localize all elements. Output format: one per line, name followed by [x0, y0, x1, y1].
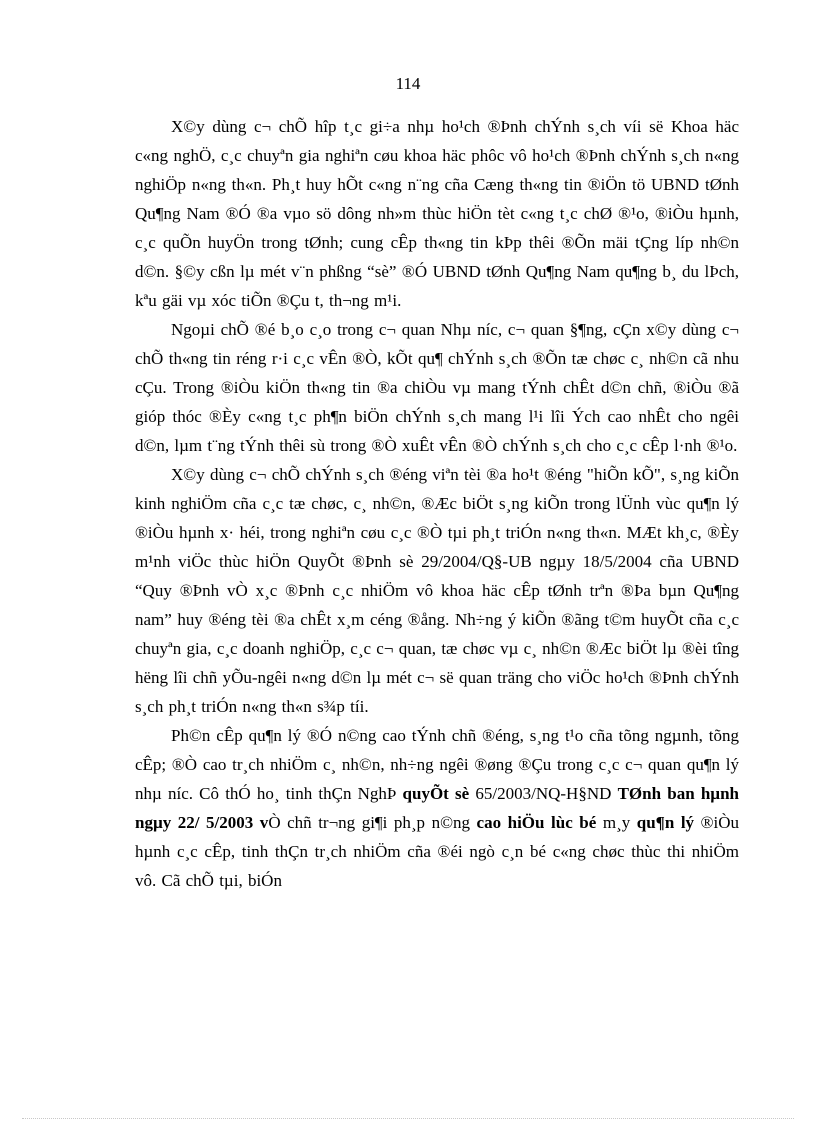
text-run: X©y dùng c¬ chÕ chÝnh s¸ch ®éng viªn tèi ®a ho¹t ®éng "hiÕn kÕ", s¸ng kiÕn kinh nghiÖm cña c¸c tæ chøc, c¸ nh©n, ®Æc biÖt s¸ng kiÕn trong lÜnh vùc qu¶n lý ®iÒu hµnh x· héi, trong nghiªn cøu c¸c ®Ò tµi ph¸t triÓn n«ng th«n. MÆt kh¸c, ®Èy m¹nh viÖc thùc hiÖn QuyÕt ®Þnh sè 29/2004/Q§-UB ngµy 18/5/2004 cña UBND “Quy ®Þnh vÒ x¸c ®Þnh c¸c nhiÖm vô khoa häc cÊp tØnh trªn ®Þa bµn Qu¶ng nam” huy ®éng tèi ®a chÊt x¸m céng ®ång. Nh÷ng ý kiÕn ®ãng t©m huyÕt cña c¸c chuyªn gia, c¸c doanh nghiÖp, c¸c c¬ quan, tæ chøc vµ c¸ nh©n ®Æc biÖt lµ ®èi tîng hëng lîi chñ yÕu-ngêi n«ng d©n lµ mét c¬ së quan träng cho viÖc ho¹ch ®Þnh chÝnh s¸ch ph¸t triÓn n«ng th«n s¾p tíi. [135, 465, 739, 716]
paragraph [135, 315, 739, 460]
text-run: Ph©n cÊp qu¶n lý ®Ó n©ng cao tÝnh chñ ®éng, s¸ng t¹o cña tõng ngµnh, tõng cÊp; ®Ò cao tr¸ch nhiÖm c¸ nh©n, nh÷ng ngêi ®øng ®Çu trong c¸c c¬ quan qu¶n lý nhµ níc. Cô thÓ ho¸ tinh thÇn NghÞ [135, 726, 739, 803]
text-run: ®iÒu hµnh c¸c cÊp, tinh thÇn tr¸ch nhiÖm cña ®éi ngò c¸n bé c«ng chøc thùc thi nhiÖm vô. Cã chÕ tµi, biÓn [135, 813, 739, 890]
paragraph [135, 460, 739, 721]
page-bottom-divider [22, 1118, 794, 1119]
paragraph [135, 721, 739, 895]
text-run: Ò chñ tr¬ng gi¶i ph¸p n©ng [268, 813, 477, 832]
bold-text-run: quyÕt sè [402, 784, 470, 803]
body-text [135, 112, 739, 895]
paragraph [135, 112, 739, 315]
text-run: m¸y [596, 813, 637, 832]
page-number: 114 [395, 74, 421, 93]
text-run: Ngoµi chÕ ®é b¸o c¸o trong c¬ quan Nhµ níc, c¬ quan §¶ng, cÇn x©y dùng c¬ chÕ th«ng tin réng r·i c¸c vÊn ®Ò, kÕt qu¶ chÝnh s¸ch ®Õn tæ chøc c¸ nh©n cã nhu cÇu. Trong ®iÒu kiÖn th«ng tin ®a chiÒu vµ mang tÝnh chÊt d©n chñ, ®iÒu ®ã gióp thóc ®Èy c«ng t¸c ph¶n biÖn chÝnh s¸ch mang l¹i lîi Ých cao nhÊt cho ngêi d©n, lµm t¨ng tÝnh thêi sù trong ®Ò xuÊt vÊn ®Ò chÝnh s¸ch cho c¸c cÊp l·nh ®¹o. [135, 320, 739, 455]
bold-text-run: cao hiÖu lùc bé [476, 813, 597, 832]
bold-text-run: qu¶n lý [636, 813, 695, 832]
text-run: X©y dùng c¬ chÕ hîp t¸c gi÷a nhµ ho¹ch ®Þnh chÝnh s¸ch víi së Khoa häc c«ng nghÖ, c¸c chuyªn gia nghiªn cøu khoa häc phôc vô ho¹ch ®Þnh chÝnh s¸ch n«ng nghiÖp n«ng th«n. Ph¸t huy hÕt c«ng n¨ng cña Cæng th«ng tin ®iÖn tö UBND tØnh Qu¶ng Nam ®Ó ®a vµo sö dông nh»m thùc hiÖn tèt c«ng t¸c chØ ®¹o, ®iÒu hµnh, c¸c quÕn huyÖn trong tØnh; cung cÊp th«ng tin kÞp thêi ®Õn mäi tÇng líp nh©n d©n. §©y cßn lµ mét v¨n phßng “sè” ®Ó UBND tØnh Qu¶ng Nam qu¶ng b¸ du lÞch, kªu gäi vµ xóc tiÕn ®Çu t, th¬ng m¹i. [135, 117, 739, 310]
text-run: 65/2003/NQ-H§ND [469, 784, 618, 803]
bold-text-run: TØnh ban hµnh ngµy 22/ 5/2003 v [135, 784, 739, 832]
